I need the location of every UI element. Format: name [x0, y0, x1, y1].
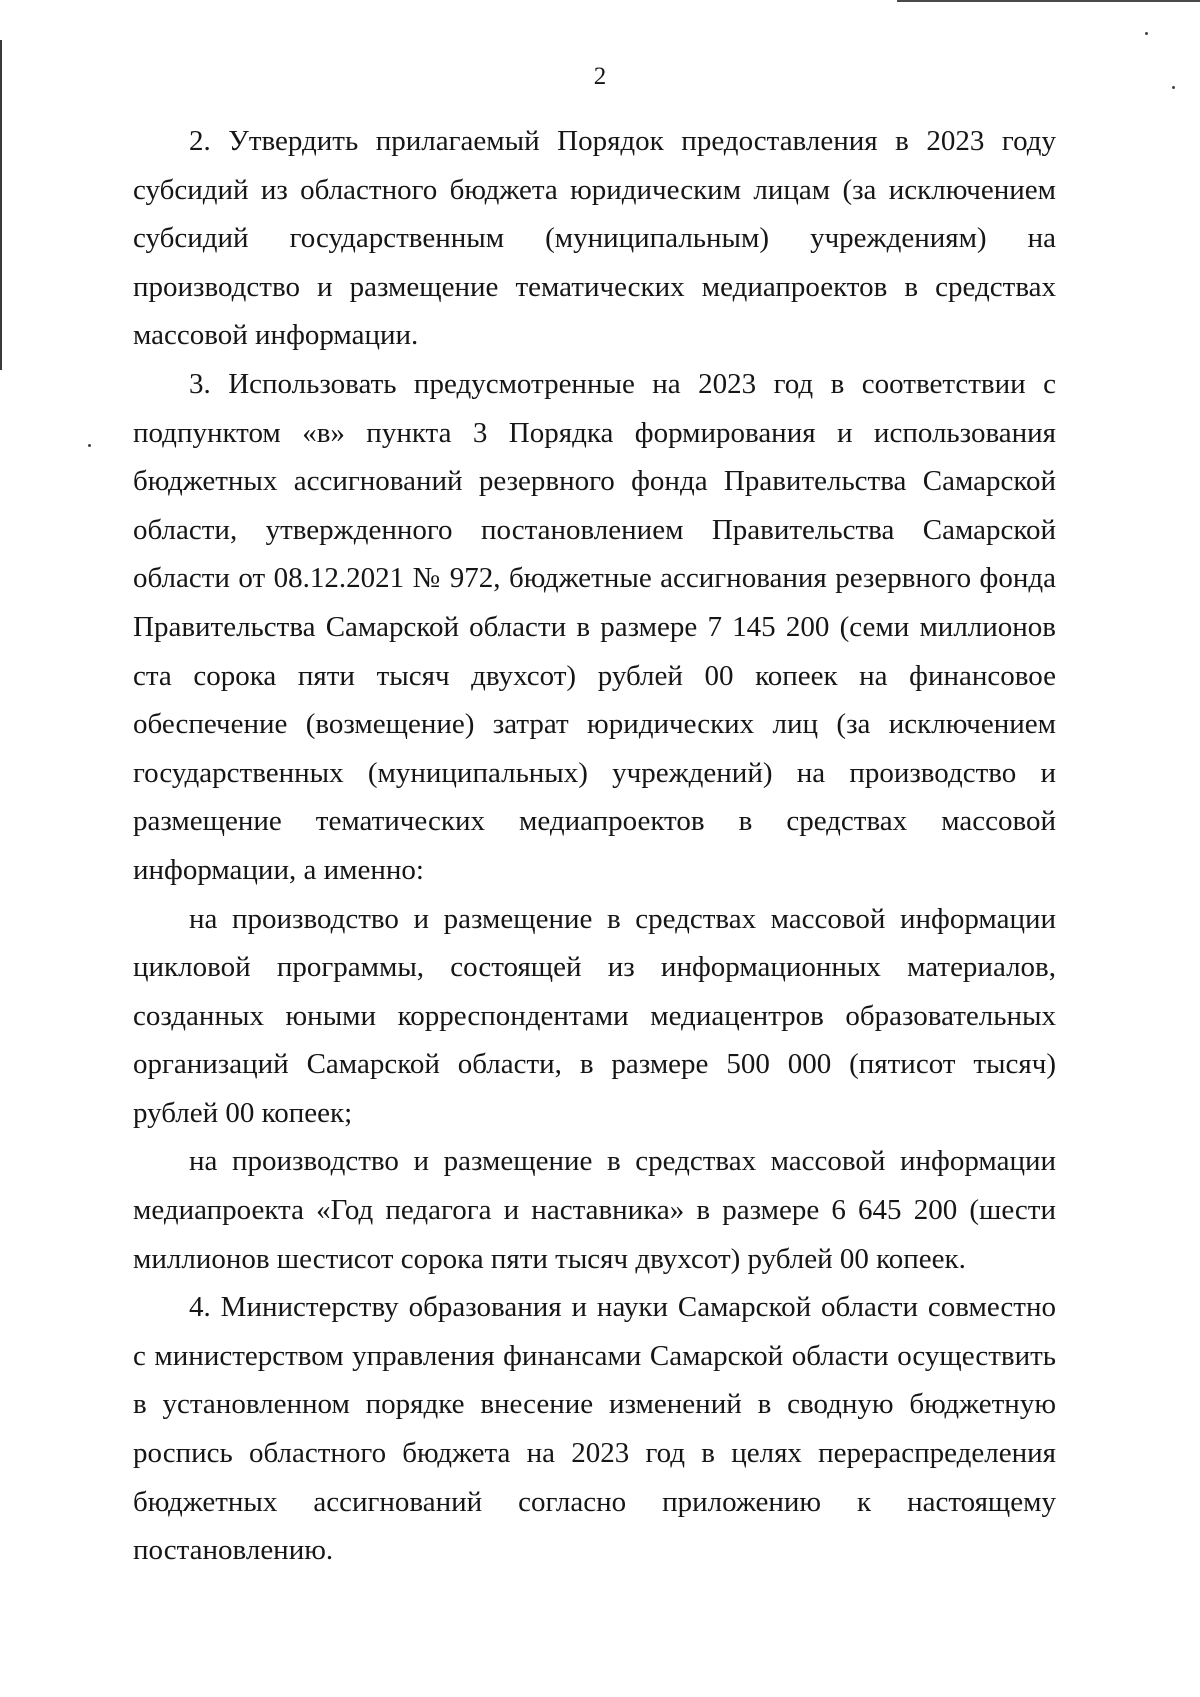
paragraph-item-2: 2. Утвердить прилагаемый Порядок предоставления в 2023 году субсидий из областного бюджета юридическим лицам (за исключением субсидий государственным (муниципальным) учреждениям) на производство и размещение тематических медиапроектов в средствах массовой информации.	[133, 125, 1056, 352]
paragraph-subitem-teacher-year: на производство и размещение в средствах массовой информации медиапроекта «Год педагога и наставника» в размере 6 645 200 (шести миллионов шестисот сорока пяти тысяч двухсот) рублей 00 копеек.	[133, 1145, 1056, 1275]
scan-top-line	[897, 0, 1200, 2]
document-body	[133, 117, 1056, 1575]
paragraph-item-4: 4. Министерству образования и науки Самарской области совместно с министерством управления финансами Самарской области осуществить в установленном порядке внесение изменений в сводную бюджетную роспись областного бюджета на 2023 год в целях перераспределения бюджетных ассигнований согласно приложению к настоящему постановлению.	[133, 1291, 1056, 1567]
paragraph-item-3: 3. Использовать предусмотренные на 2023 год в соответствии с подпунктом «в» пункта 3 Порядка формирования и использования бюджетных ассигнований резервного фонда Правительства Самарской области, утвержденного постановлением Правительства Самарской области от 08.12.2021 № 972, бюджетные ассигнования резервного фонда Правительства Самарской области в размере 7 145 200 (семи миллионов ста сорока пяти тысяч двухсот) рублей 00 копеек на финансовое обеспечение (возмещение) затрат юридических лиц (за исключением государственных (муниципальных) учреждений) на производство и размещение тематических медиапроектов в средствах массовой информации, а именно:	[133, 367, 1056, 886]
paragraph-subitem-youth-program: на производство и размещение в средствах массовой информации цикловой программы, состоящей из информационных материалов, созданных юными корреспондентами медиацентров образовательных организаций Самарской области, в размере 500 000 (пятисот тысяч) рублей 00 копеек;	[133, 902, 1056, 1129]
page-number: 2	[593, 63, 607, 90]
scan-speck	[1145, 32, 1148, 35]
scan-speck	[88, 444, 91, 447]
